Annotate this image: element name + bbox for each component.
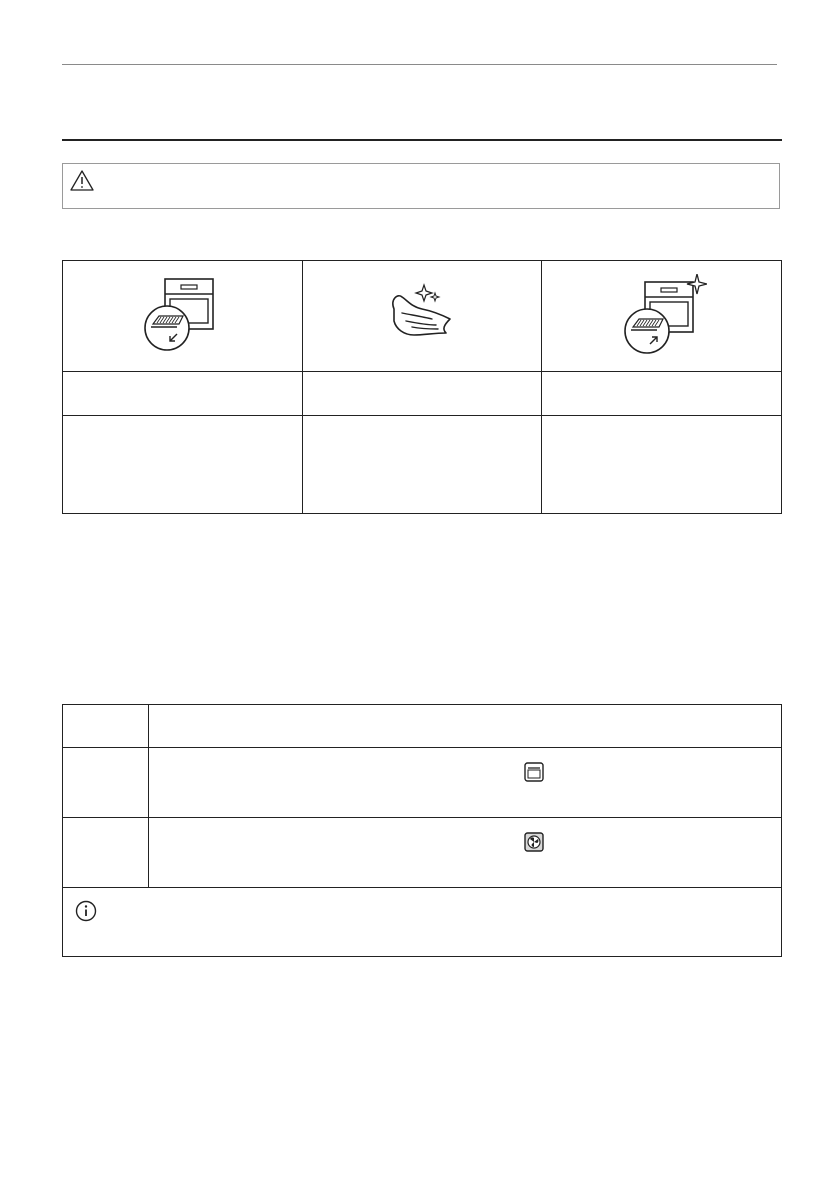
step-header-remove [63,372,303,416]
warning-box [62,163,780,209]
info-icon [75,900,97,922]
fan-key-icon [524,832,544,852]
cleaning-steps-table [62,260,782,514]
step-body-remove [63,416,303,514]
step-body-install [542,416,782,514]
warning-triangle-icon [69,169,95,193]
table-row-body [149,748,782,818]
info-note-cell [63,888,782,957]
oven-light-key-icon [524,762,544,782]
oven-remove-accessories-icon [137,274,227,354]
header-rule [62,64,777,65]
function-keys-table [62,704,782,957]
table-row-label [63,818,149,888]
step-cell-install [542,261,782,372]
step-header-install [542,372,782,416]
table-header-cell [63,705,149,748]
step-cell-remove [63,261,303,372]
section-rule [62,139,782,141]
table-header-cell [149,705,782,748]
step-header-clean [302,372,542,416]
table-row-label [63,748,149,818]
step-body-clean [302,416,542,514]
oven-insert-accessories-icon [617,274,707,354]
step-cell-clean [302,261,542,372]
hand-cloth-clean-icon [372,279,472,349]
table-row-body [149,818,782,888]
